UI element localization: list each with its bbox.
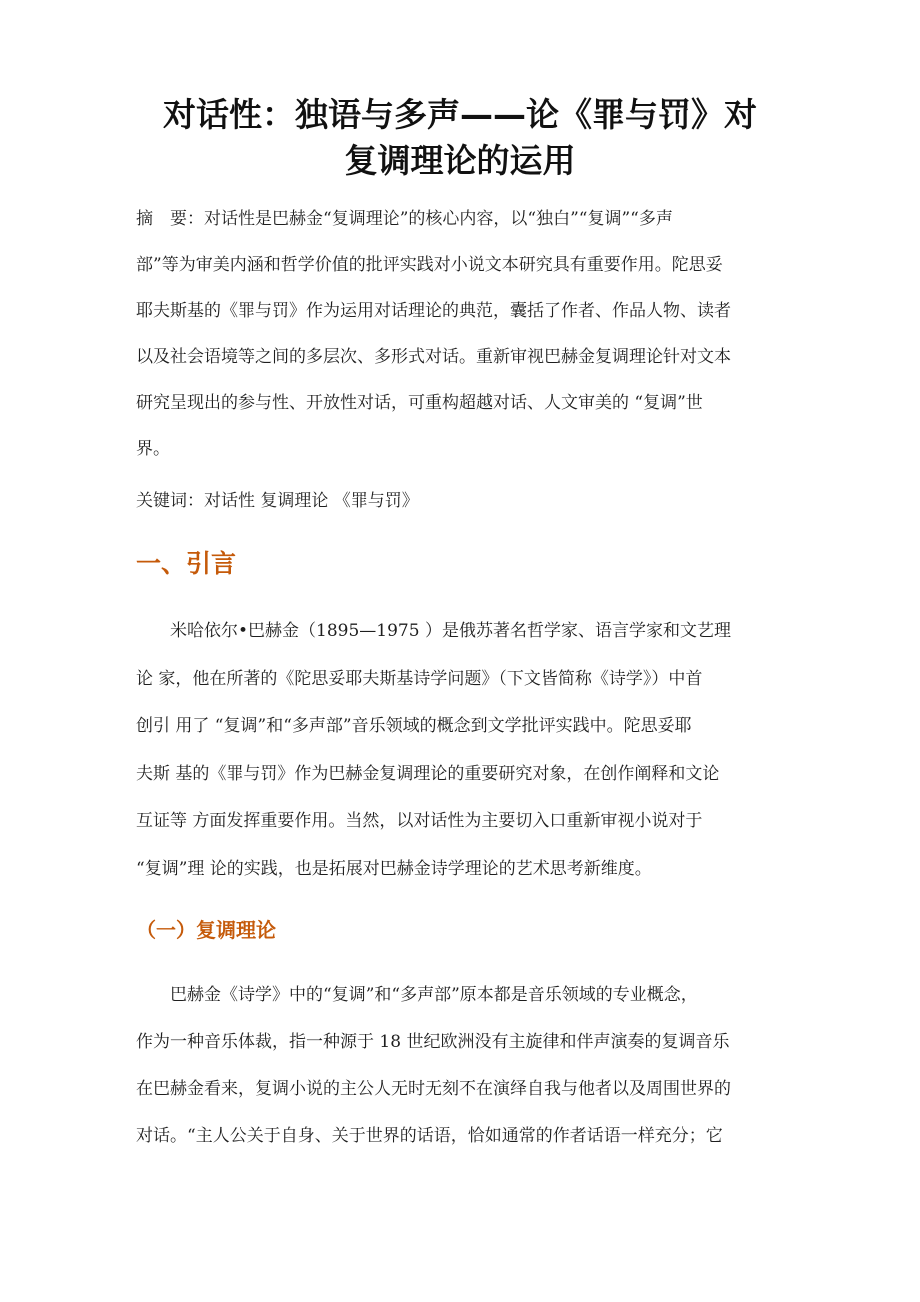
abstract-line: 以及社会语境等之间的多层次、多形式对话。重新审视巴赫金复调理论针对文本 — [136, 347, 731, 367]
introduction-paragraph — [136, 608, 731, 893]
paragraph-line: 米哈依尔•巴赫金（1895—1975 ）是俄苏著名哲学家、语言学家和文艺理 — [136, 621, 731, 641]
abstract-line: 摘 要：对话性是巴赫金“复调理论”的核心内容，以“独白”“复调”“多声 — [136, 209, 673, 229]
paragraph-line: 互证等 方面发挥重要作用。当然，以对话性为主要切入口重新审视小说对于 — [136, 811, 703, 831]
abstract-line: 研究呈现出的参与性、开放性对话，可重构超越对话、人文审美的 “复调”世 — [136, 393, 703, 413]
abstract-line: 界。 — [136, 439, 170, 459]
document-title-line-1: 对话性：独语与多声——论《罪与罚》对 — [163, 95, 757, 134]
paragraph-line: 论 家，他在所著的《陀思妥耶夫斯基诗学问题》（下文皆简称《诗学》）中首 — [136, 668, 703, 689]
paragraph-line: 夫斯 基的《罪与罚》作为巴赫金复调理论的重要研究对象，在创作阐释和文论 — [136, 763, 720, 784]
subsection-heading-polyphony-theory: （一）复调理论 — [136, 918, 276, 942]
polyphony-theory-paragraph — [136, 972, 731, 1160]
keywords: 关键词：对话性 复调理论 《罪与罚》 — [136, 491, 419, 511]
document-title-line-2: 复调理论的运用 — [344, 141, 576, 180]
paragraph-line: 巴赫金《诗学》中的“复调”和“多声部”原本都是音乐领域的专业概念， — [136, 985, 698, 1005]
abstract-line: 部”等为审美内涵和哲学价值的批评实践对小说文本研究具有重要作用。陀思妥 — [136, 255, 723, 275]
paragraph-line: 在巴赫金看来，复调小说的主公人无时无刻不在演绎自我与他者以及周围世界的 — [136, 1079, 731, 1099]
paragraph-line: 创引 用了 “复调”和“多声部”音乐领域的概念到文学批评实践中。陀思妥耶 — [136, 716, 692, 736]
abstract — [136, 196, 731, 472]
section-heading-introduction: 一、引言 — [136, 549, 237, 578]
paragraph-line: “复调”理 论的实践，也是拓展对巴赫金诗学理论的艺术思考新维度。 — [136, 858, 652, 879]
paragraph-line: 对话。“主人公关于自身、关于世界的话语，恰如通常的作者话语一样充分；它 — [136, 1126, 723, 1146]
paragraph-line: 作为一种音乐体裁，指一种源于 18 世纪欧洲没有主旋律和伴声演奏的复调音乐 — [136, 1032, 730, 1052]
abstract-line: 耶夫斯基的《罪与罚》作为运用对话理论的典范，囊括了作者、作品人物、读者 — [136, 301, 731, 321]
